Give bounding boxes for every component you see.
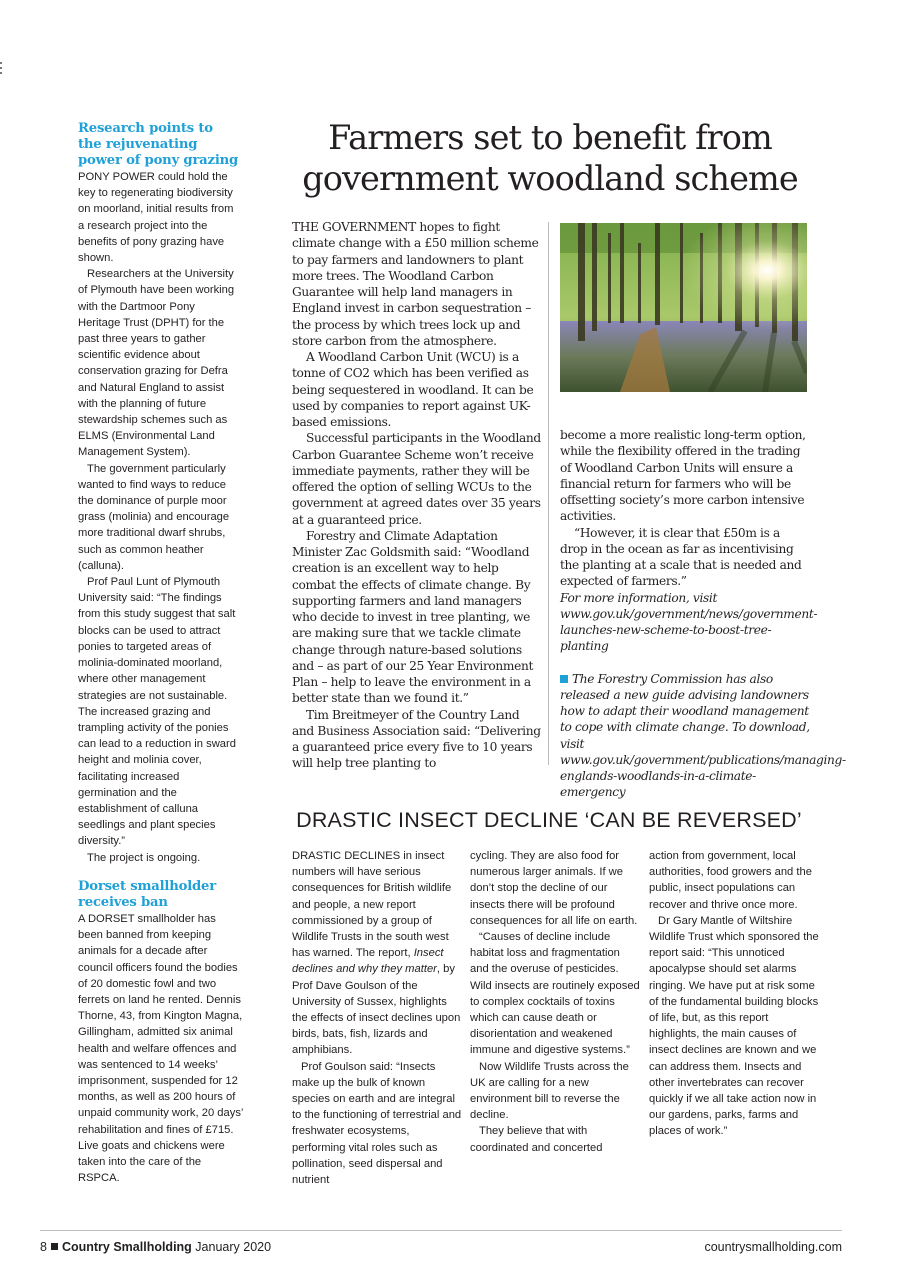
paragraph: Now Wildlife Trusts across the UK are calling for a new environment bill to reverse the decline. xyxy=(470,1060,629,1122)
forestry-note xyxy=(560,671,846,801)
paragraph: The government particularly wanted to find ways to reduce the dominance of purple moor grass (molinia) and encourage more traditional dwarf shrubs, such as common heather (calluna). xyxy=(78,462,230,572)
insect-story-column-2 xyxy=(470,848,640,1156)
sidebar-story-pony-grazing xyxy=(78,121,240,866)
paragraph: THE GOVERNMENT hopes to fight climate change with a £50 million scheme to pay farmers and landowners to plant more trees. The Woodland Carbon Guarantee will help land managers in England invest in carbon sequestration – the process by which trees lock up and store carbon from the atmosphere. xyxy=(292,220,539,348)
main-headline xyxy=(290,117,810,199)
column-divider xyxy=(548,222,549,765)
note-text: The Forestry Commission has also released a new guide advising landowners how to adapt their woodland management to cope with climate change. To download, visit www.gov.uk/government/publications/managing-englands-woodlands-in-a-climate-emergency xyxy=(560,671,846,800)
paragraph: action from government, local authorities, food growers and the public, insect populations can recover and thrive once more. xyxy=(649,850,812,911)
paragraph: The project is ongoing. xyxy=(87,851,201,864)
paragraph: Prof Paul Lunt of Plymouth University said: “The findings from this study suggest that salt blocks can be used to attract ponies to targeted areas of molinia-dominated moorland, where other management strategies are not sustainable. The increased grazing and trampling activity of the ponies can lead to a reduction in sward height and molinia cover, facilitating increased germination and the establishment of calluna seedlings and plant species diversity.” xyxy=(78,576,236,848)
more-info-link[interactable]: For more information, visit www.gov.uk/government/news/government-launches-new-scheme-to-boost-tree-planting xyxy=(560,590,818,654)
main-story-column-1 xyxy=(292,219,542,772)
headline-line: Farmers set to benefit from xyxy=(328,118,772,157)
paragraph: Successful participants in the Woodland Carbon Guarantee Scheme won’t receive immediate payments, rather they will be offered the option of selling WCUs to the government at agreed dates over 35 years at a guaranteed price. xyxy=(292,431,541,527)
page-number: 8 xyxy=(40,1240,47,1254)
report-title: Insect declines and why they matter xyxy=(292,947,444,976)
publication-name: Country Smallholding xyxy=(61,1240,192,1254)
paragraph: Tim Breitmeyer of the Country Land and Business Association said: “Delivering a guaranteed price every five to 10 years will help tree planting to xyxy=(292,707,541,771)
paragraph: A DORSET smallholder has been banned from keeping animals for a decade after council officers found the bodies of 20 domestic fowl and two ferrets on land he rented. Dennis Thorne, 43, from Kington Magna, Gillingham, admitted six animal health and welfare offences and was sentenced to 14 weeks’ imprisonment, suspended for 12 months, as well as 200 hours of unpaid community work, 20 days’ rehabilitation and fines of £715. Live goats and chickens were taken into the care of the RSPCA. xyxy=(78,913,243,1185)
insect-story-headline: DRASTIC INSECT DECLINE ‘CAN BE REVERSED’ xyxy=(296,808,802,832)
paragraph: PONY POWER could hold the key to regenerating biodiversity on moorland, initial results from a research project into the benefits of pony grazing have shown. xyxy=(78,171,234,265)
paragraph: Dr Gary Mantle of Wiltshire Wildlife Trust which sponsored the report said: “This unnoticed apocalypse should set alarms ringing. We have put at risk some of the fundamental building blocks of life, but, as this report highlights, the main causes of insect declines are known and we can address them. Insects and other invertebrates can recover quickly if we all take action now in our gardens, parks, farms and places of work.” xyxy=(649,914,819,1138)
paragraph: A Woodland Carbon Unit (WCU) is a tonne of CO2 which has been verified as being sequestered in woodland. It can be used by companies to report against UK-based emissions. xyxy=(292,350,534,429)
footer-folio xyxy=(40,1240,271,1254)
paragraph: “However, it is clear that £50m is a drop in the ocean as far as incentivising the planting at a scale that is needed and expected of farmers.” xyxy=(560,525,802,589)
paragraph: They believe that with coordinated and concerted xyxy=(470,1125,603,1154)
square-separator-icon xyxy=(51,1243,58,1250)
square-bullet-icon xyxy=(560,675,568,683)
paragraph: Forestry and Climate Adaptation Minister Zac Goldsmith said: “Woodland creation is an excellent way to help combat the effects of climate change. By supporting farmers and land managers who decide to invest in tree planting, we are making sure that we tackle climate change through nature-based solutions and – as part of our 25 Year Environment Plan – help to leave the environment in a better state than we found it.” xyxy=(292,528,534,706)
woodland-photo xyxy=(560,223,807,392)
insect-story-column-1 xyxy=(292,848,462,1188)
insect-story-column-3 xyxy=(649,848,819,1140)
main-story-column-2 xyxy=(560,427,846,801)
paragraph: Researchers at the University of Plymouth have been working with the Dartmoor Pony Heritage Trust (DPHT) for the past three years to gather scientific evidence about conservation grazing for Defra and Natural England to assist with the planning of future stewardship schemes such as ELMS (Environmental Land Management System). xyxy=(78,268,235,459)
story-headline: Dorset smallholder receives ban xyxy=(78,879,216,910)
crop-mark xyxy=(0,62,2,74)
paragraph: Prof Goulson said: “Insects make up the bulk of known species on earth and are integral to the functioning of terrestrial and freshwater ecosystems, performing vital roles such as pollination, seed dispersal and nutrient xyxy=(292,1060,462,1187)
text: , by Prof Dave Goulson of the University of Sussex, highlights the effects of insect declines upon birds, bats, fish, lizards and amphibians. xyxy=(292,963,461,1057)
headline-line: government woodland scheme xyxy=(302,159,798,198)
website-link[interactable]: countrysmallholding.com xyxy=(704,1240,842,1254)
story-headline: Research points to the rejuvenating power of pony grazing xyxy=(78,121,239,168)
paragraph: “Causes of decline include habitat loss and fragmentation and the overuse of pesticides. Wild insects are routinely exposed to complex cocktails of toxins which can cause death or disorientation and weakened immune and digestive systems.” xyxy=(470,931,640,1057)
story-body xyxy=(78,169,240,866)
paragraph: cycling. They are also food for numerous larger animals. If we don’t stop the decline of our insects there will be profound consequences for all life on earth. xyxy=(470,850,638,927)
footer-rule xyxy=(40,1230,842,1231)
paragraph xyxy=(292,848,462,1059)
story-body xyxy=(78,911,243,1186)
issue-date: January 2020 xyxy=(195,1240,272,1254)
sidebar-story-dorset-ban xyxy=(78,879,243,1186)
paragraph: become a more realistic long-term option, while the flexibility offered in the trading of Woodland Carbon Units will ensure a financial return for farmers who will be offsetting society’s more carbon intensive activities. xyxy=(560,428,806,524)
text: DRASTIC DECLINES in insect numbers will have serious consequences for British wildlife and people, a new report commissioned by a group of Wildlife Trusts in the south west has warned. The report, xyxy=(292,850,452,960)
